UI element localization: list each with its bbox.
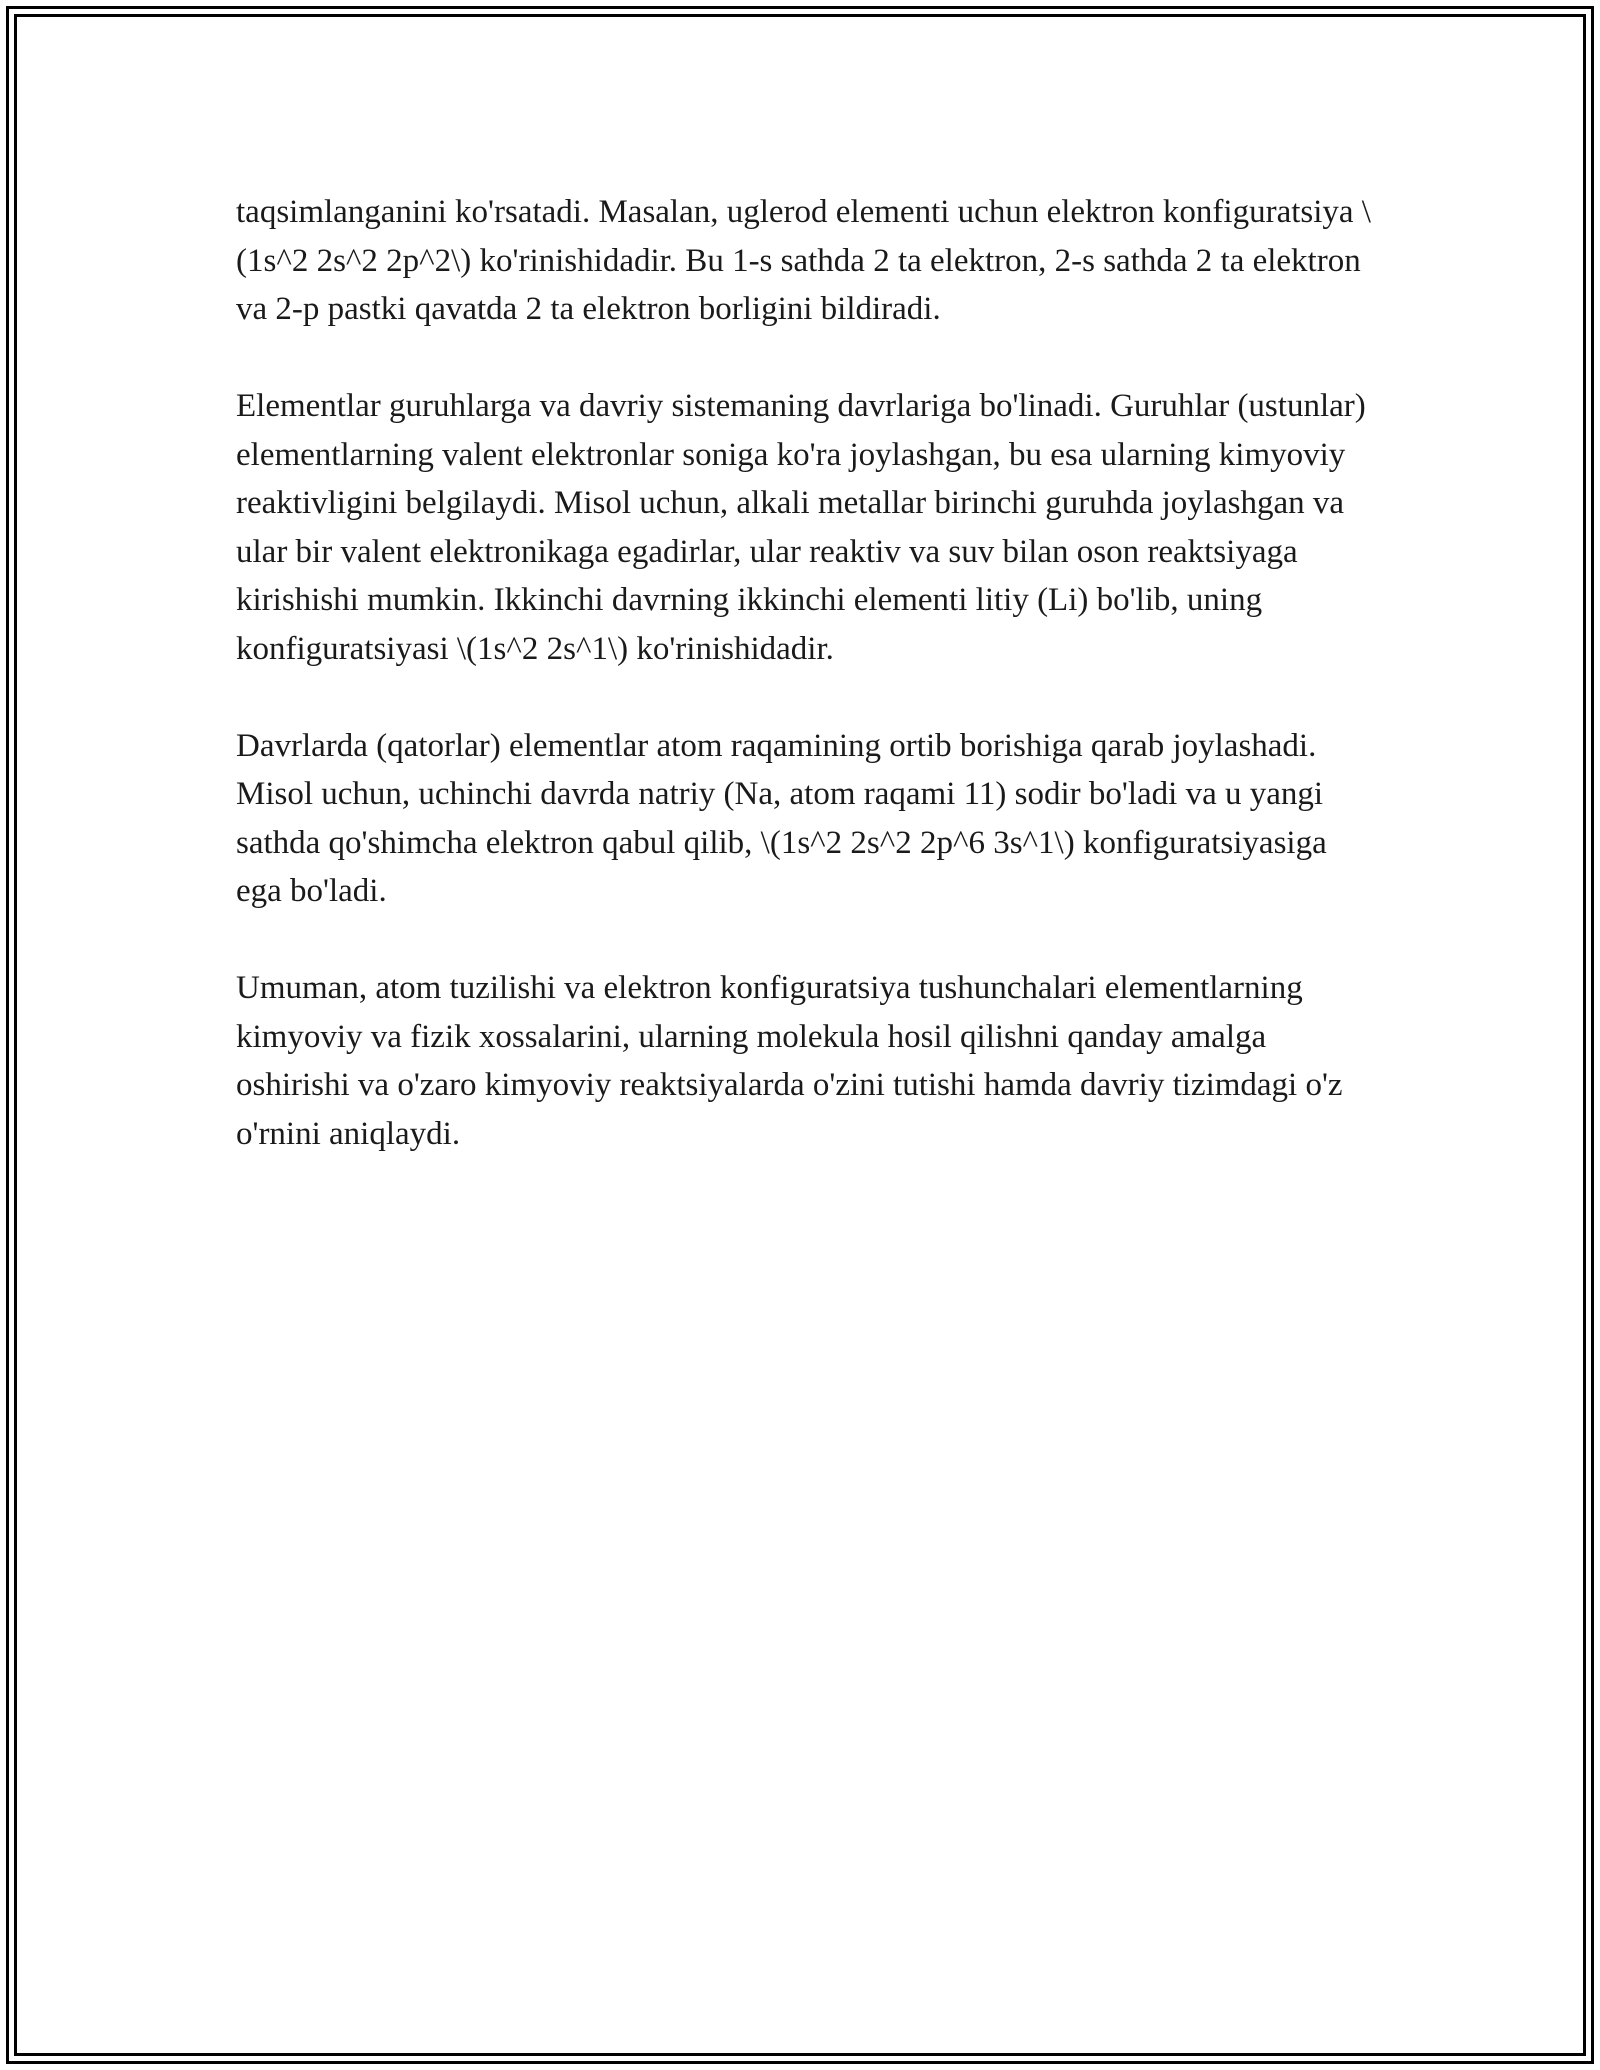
document-body: [236, 188, 1376, 1158]
paragraph-1: taqsimlanganini ko'rsatadi. Masalan, uglerod elementi uchun elektron konfiguratsiya \(1s^2 2s^2 2p^2\) ko'rinishidadir. Bu 1-s sathda 2 ta elektron, 2-s sathda 2 ta elektron va 2-p pastki qavatda 2 ta elektron borligini bildiradi.: [236, 194, 1371, 327]
paragraph-4: Umuman, atom tuzilishi va elektron konfiguratsiya tushunchalari elementlarning kimyoviy va fizik xossalarini, ularning molekula hosil qilishni qanday amalga oshirishi va o'zaro kimyoviy reaktsiyalarda o'zini tutishi hamda davriy tizimdagi o'z o'rnini aniqlaydi.: [236, 970, 1343, 1152]
paragraph-3: Davrlarda (qatorlar) elementlar atom raqamining ortib borishiga qarab joylashadi. Misol uchun, uchinchi davrda natriy (Na, atom raqami 11) sodir bo'ladi va u yangi sathda qo'shimcha elektron qabul qilib, \(1s^2 2s^2 2p^6 3s^1\) konfiguratsiyasiga ega bo'ladi.: [236, 727, 1327, 909]
paragraph-2: Elementlar guruhlarga va davriy sistemaning davrlariga bo'linadi. Guruhlar (ustunlar) elementlarning valent elektronlar soniga ko'ra joylashgan, bu esa ularning kimyoviy reaktivligini belgilaydi. Misol uchun, alkali metallar birinchi guruhda joylashgan va ular bir valent elektronikaga egadirlar, ular reaktiv va suv bilan oson reaktsiyaga kirishishi mumkin. Ikkinchi davrning ikkinchi elementi litiy (Li) bo'lib, uning konfiguratsiyasi \(1s^2 2s^1\) ko'rinishidadir.: [236, 388, 1366, 667]
